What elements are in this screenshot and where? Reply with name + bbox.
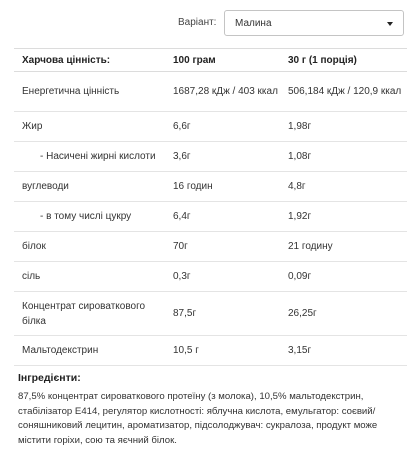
variant-selected-value: Малина xyxy=(235,18,272,29)
table-row xyxy=(14,142,407,172)
value-per-serving: 506,184 кДж / 120,9 ккал xyxy=(280,72,407,112)
variant-label: Варіант: xyxy=(178,17,217,28)
value-per-100g: 16 годин xyxy=(165,172,280,202)
nutrient-name: Енергетична цінність xyxy=(14,72,165,112)
ingredients-title: Інгредієнти: xyxy=(18,372,81,384)
value-per-100g: 87,5г xyxy=(165,292,280,336)
nutrient-name: - в тому числі цукру xyxy=(14,202,165,232)
nutrient-name: сіль xyxy=(14,262,165,292)
chevron-down-icon xyxy=(387,22,393,26)
table-row xyxy=(14,232,407,262)
header-nutrition: Харчова цінність: xyxy=(14,49,165,72)
table-row xyxy=(14,172,407,202)
table-row xyxy=(14,262,407,292)
value-per-100g: 6,6г xyxy=(165,112,280,142)
ingredients-text: 87,5% концентрат сироваткового протеїну (з молока), 10,5% мальтодекстрин, стабілізатор E414, регулятор кислотності: яблучна кислота, емульгатор: соєвий/соняшниковий лецитин, ароматизатор, підсолоджувач: сукралоза, продукт може містити горіхи, сою та яєчний білок. xyxy=(18,391,378,446)
value-per-serving: 1,92г xyxy=(280,202,407,232)
header-per-serving: 30 г (1 порція) xyxy=(280,49,407,72)
value-per-100g: 70г xyxy=(165,232,280,262)
table-row xyxy=(14,292,407,336)
value-per-serving: 0,09г xyxy=(280,262,407,292)
value-per-100g: 6,4г xyxy=(165,202,280,232)
value-per-serving: 4,8г xyxy=(280,172,407,202)
value-per-100g: 1687,28 кДж / 403 ккал xyxy=(165,72,280,112)
value-per-serving: 1,08г xyxy=(280,142,407,172)
nutrient-name: - Насичені жирні кислоти xyxy=(14,142,165,172)
value-per-serving: 21 годину xyxy=(280,232,407,262)
value-per-100g: 10,5 г xyxy=(165,336,280,366)
value-per-100g: 0,3г xyxy=(165,262,280,292)
variant-select[interactable] xyxy=(224,10,404,36)
value-per-serving: 3,15г xyxy=(280,336,407,366)
value-per-100g: 3,6г xyxy=(165,142,280,172)
table-row xyxy=(14,72,407,112)
header-per-100g: 100 грам xyxy=(165,49,280,72)
ingredients-section xyxy=(18,372,408,448)
nutrient-name: білок xyxy=(14,232,165,262)
nutrition-table xyxy=(14,48,407,366)
nutrient-name: Мальтодекстрин xyxy=(14,336,165,366)
table-row xyxy=(14,336,407,366)
table-row xyxy=(14,202,407,232)
nutrient-name: Концентрат сироваткового білка xyxy=(14,292,165,336)
table-row xyxy=(14,112,407,142)
variant-selector-row xyxy=(0,8,420,38)
nutrient-name: вуглеводи xyxy=(14,172,165,202)
value-per-serving: 26,25г xyxy=(280,292,407,336)
value-per-serving: 1,98г xyxy=(280,112,407,142)
nutrition-header-row xyxy=(14,49,407,72)
nutrient-name: Жир xyxy=(14,112,165,142)
